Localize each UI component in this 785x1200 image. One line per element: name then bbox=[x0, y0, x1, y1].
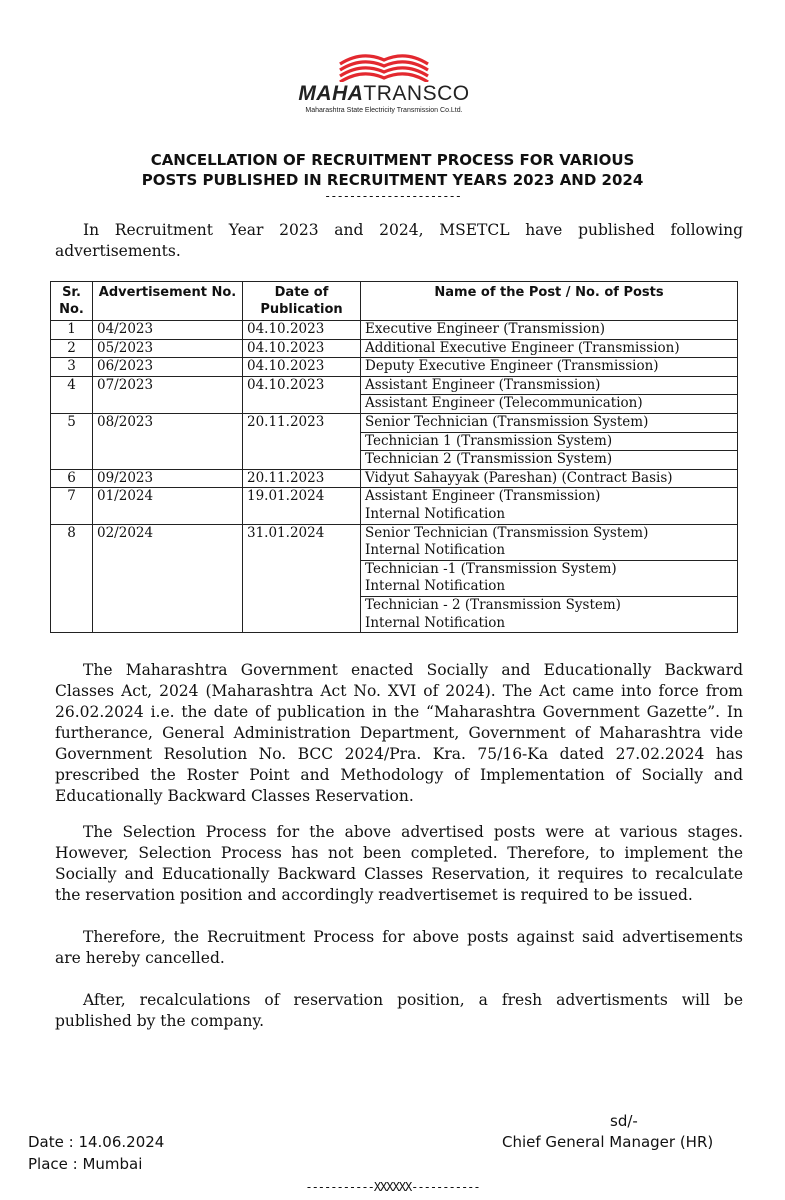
cell-advertisement-no: 02/2024 bbox=[93, 524, 243, 633]
transmission-wave-icon bbox=[338, 52, 430, 82]
cell-post-name: Technician 1 (Transmission System) bbox=[361, 432, 738, 451]
cell-sr-no: 7 bbox=[51, 488, 93, 524]
cell-advertisement-no: 05/2023 bbox=[93, 339, 243, 358]
header-post-name: Name of the Post / No. of Posts bbox=[361, 282, 738, 321]
title-line-2: POSTS PUBLISHED IN RECRUITMENT YEARS 2023 AND 2024 bbox=[141, 171, 644, 189]
document-title bbox=[40, 150, 745, 190]
paragraph-cancellation: Therefore, the Recruitment Process for above posts against said advertisements are hereby cancelled. bbox=[55, 928, 743, 967]
cell-date-of-publication: 04.10.2023 bbox=[243, 376, 361, 413]
cell-post-name: Assistant Engineer (Transmission) Internal Notification bbox=[361, 488, 738, 524]
table-row bbox=[51, 469, 738, 488]
table-row bbox=[51, 321, 738, 340]
document-date: Date : 14.06.2024 bbox=[28, 1133, 165, 1151]
paragraph-selection-process: The Selection Process for the above advertised posts were at various stages. However, Selection Process has not been completed. Therefore, to implement the Socially and Educationally Backward Classes Reservation, it requires to recalculate the reservation position and accordingly readvertisemet is required to be issued. bbox=[55, 823, 743, 904]
table-body bbox=[51, 321, 738, 633]
cell-post-name: Additional Executive Engineer (Transmission) bbox=[361, 339, 738, 358]
cell-post-name: Assistant Engineer (Telecommunication) bbox=[361, 395, 738, 414]
title-underline: ---------------------- bbox=[324, 189, 461, 203]
cell-advertisement-no: 09/2023 bbox=[93, 469, 243, 488]
intro-paragraph: In Recruitment Year 2023 and 2024, MSETCL have published following advertisements. bbox=[55, 221, 743, 260]
cell-post-name: Assistant Engineer (Transmission) bbox=[361, 376, 738, 395]
cell-sr-no: 3 bbox=[51, 358, 93, 377]
paragraph-act: The Maharashtra Government enacted Socially and Educationally Backward Classes Act, 2024 (Maharashtra Act No. XVI of 2024). The Act came into force from 26.02.2024 i.e. the date of publication in the “Maharashtra Government Gazette”. In furtherance, General Administration Department, Government of Maharashtra vide Government Resolution No. BCC 2024/Pra. Kra. 75/16-Ka dated 27.02.2024 has prescribed the Roster Point and Methodology of Implementation of Socially and Educationally Backward Classes Reservation. bbox=[55, 661, 743, 805]
cell-sr-no: 4 bbox=[51, 376, 93, 413]
cell-date-of-publication: 19.01.2024 bbox=[243, 488, 361, 524]
sd-mark: sd/- bbox=[610, 1112, 638, 1130]
cell-sr-no: 5 bbox=[51, 413, 93, 469]
cell-sr-no: 1 bbox=[51, 321, 93, 340]
table-row bbox=[51, 376, 738, 395]
cell-post-name: Technician 2 (Transmission System) bbox=[361, 451, 738, 470]
logo-brand-rest: TRANSCO bbox=[363, 82, 470, 105]
cell-advertisement-no: 06/2023 bbox=[93, 358, 243, 377]
document-place: Place : Mumbai bbox=[28, 1155, 143, 1173]
table-row bbox=[51, 488, 738, 524]
cell-post-name: Technician -1 (Transmission System) Internal Notification bbox=[361, 560, 738, 596]
cell-post-name: Technician - 2 (Transmission System) Internal Notification bbox=[361, 596, 738, 632]
title-line-1: CANCELLATION OF RECRUITMENT PROCESS FOR VARIOUS bbox=[150, 151, 635, 169]
table-row bbox=[51, 524, 738, 560]
cell-date-of-publication: 20.11.2023 bbox=[243, 469, 361, 488]
advertisement-table bbox=[50, 281, 738, 633]
cell-sr-no: 2 bbox=[51, 339, 93, 358]
header-sr-no: Sr. No. bbox=[51, 282, 93, 321]
cell-date-of-publication: 04.10.2023 bbox=[243, 358, 361, 377]
cell-post-name: Executive Engineer (Transmission) bbox=[361, 321, 738, 340]
cell-advertisement-no: 07/2023 bbox=[93, 376, 243, 413]
table-header-row bbox=[51, 282, 738, 321]
end-of-document-mark: -----------XXXXXX----------- bbox=[305, 1180, 480, 1194]
logo-brand-bold: MAHA bbox=[298, 82, 364, 105]
cell-date-of-publication: 04.10.2023 bbox=[243, 339, 361, 358]
header-date-of-publication: Date of Publication bbox=[243, 282, 361, 321]
table-row bbox=[51, 339, 738, 358]
cell-post-name: Senior Technician (Transmission System) bbox=[361, 413, 738, 432]
table-row bbox=[51, 358, 738, 377]
cell-date-of-publication: 20.11.2023 bbox=[243, 413, 361, 469]
cell-sr-no: 6 bbox=[51, 469, 93, 488]
table-row bbox=[51, 413, 738, 432]
cell-post-name: Senior Technician (Transmission System) Internal Notification bbox=[361, 524, 738, 560]
cell-advertisement-no: 04/2023 bbox=[93, 321, 243, 340]
cell-date-of-publication: 04.10.2023 bbox=[243, 321, 361, 340]
cell-advertisement-no: 01/2024 bbox=[93, 488, 243, 524]
logo-tagline: Maharashtra State Electricity Transmission Co.Ltd. bbox=[305, 107, 463, 114]
paragraph-fresh-advertisement: After, recalculations of reservation position, a fresh advertisments will be published by the company. bbox=[55, 991, 743, 1030]
signatory-designation: Chief General Manager (HR) bbox=[502, 1133, 714, 1151]
logo-wordmark bbox=[268, 82, 500, 106]
cell-date-of-publication: 31.01.2024 bbox=[243, 524, 361, 633]
mahatransco-logo bbox=[268, 52, 500, 122]
cell-post-name: Deputy Executive Engineer (Transmission) bbox=[361, 358, 738, 377]
cell-advertisement-no: 08/2023 bbox=[93, 413, 243, 469]
cell-post-name: Vidyut Sahayyak (Pareshan) (Contract Basis) bbox=[361, 469, 738, 488]
header-advertisement-no: Advertisement No. bbox=[93, 282, 243, 321]
cell-sr-no: 8 bbox=[51, 524, 93, 633]
